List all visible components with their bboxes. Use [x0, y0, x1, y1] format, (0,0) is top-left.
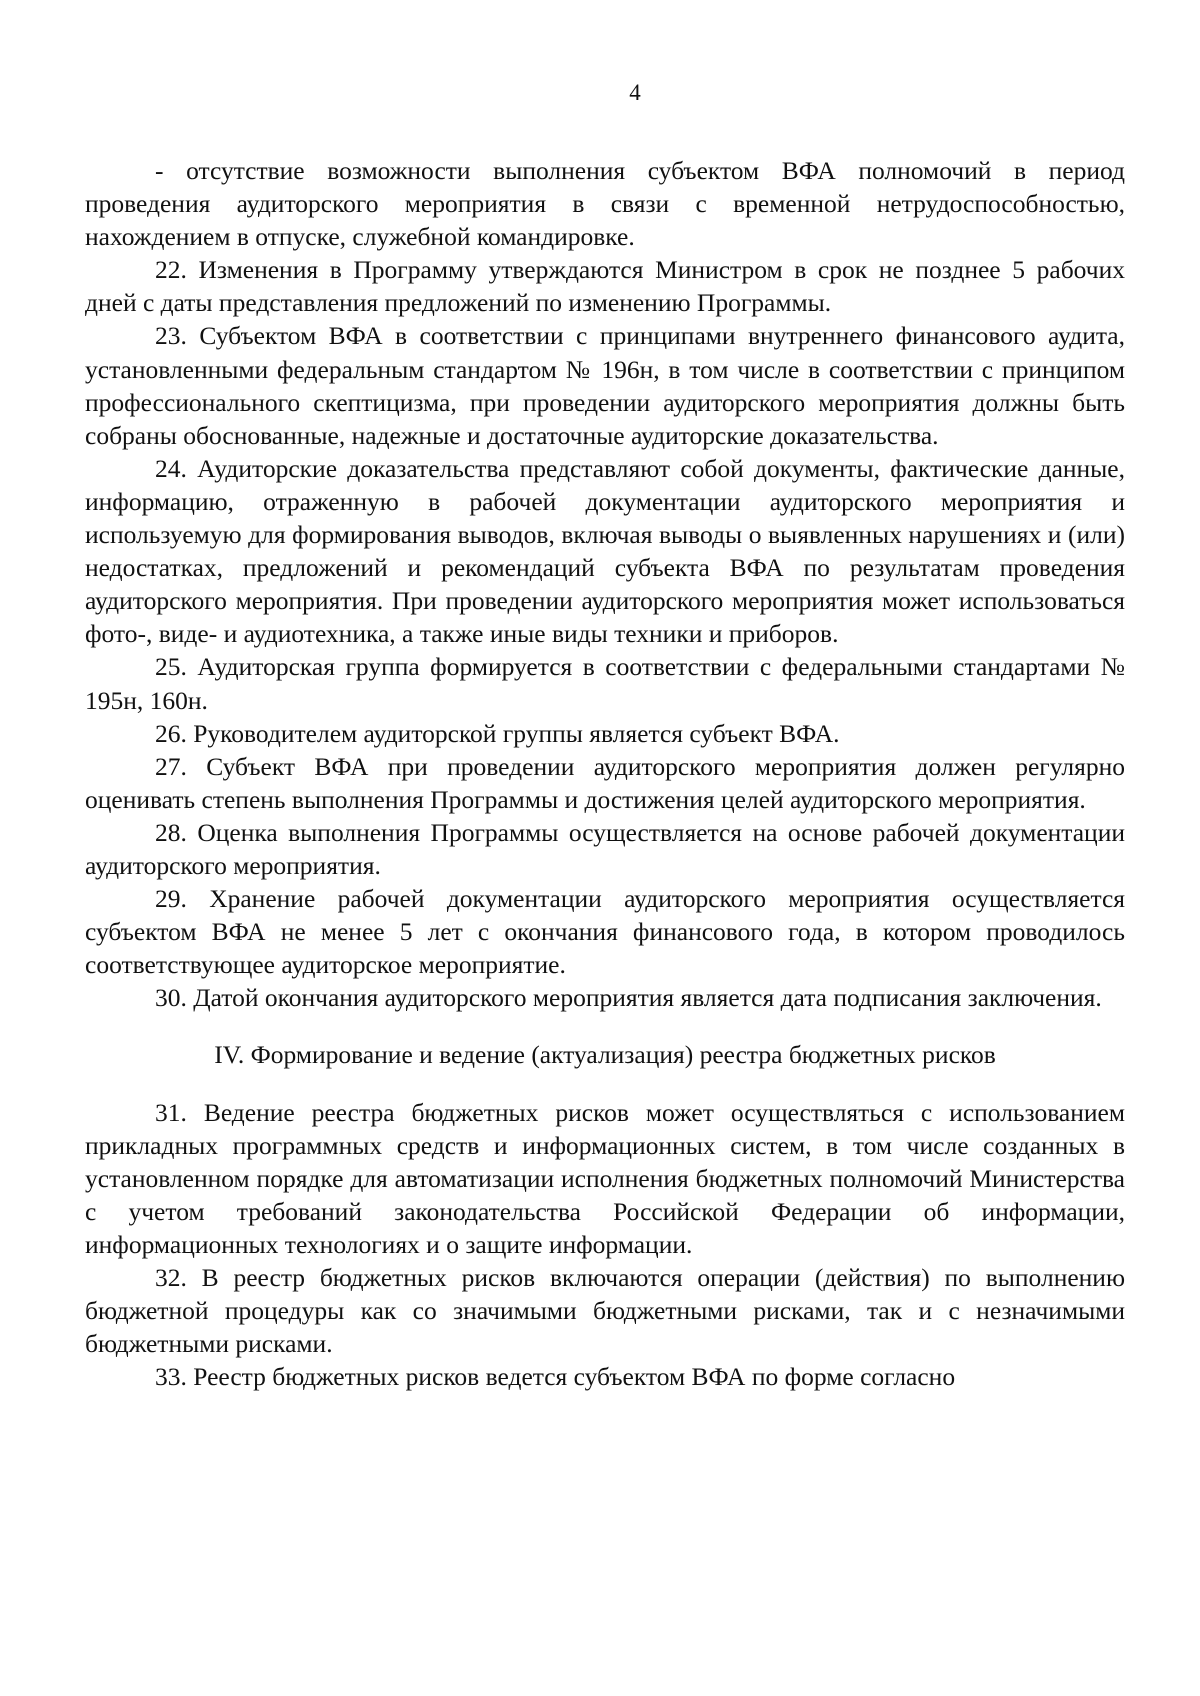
paragraph-32: 32. В реестр бюджетных рисков включаются операции (действия) по выполнению бюджетной процедуры как со значимыми бюджетными рисками, так и с незначимыми бюджетными рисками.: [85, 1263, 1125, 1359]
paragraph-29: 29. Хранение рабочей документации аудиторского мероприятия осуществляется субъектом ВФА не менее 5 лет с окончания финансового года, в котором проводилось соответствующее аудиторское мероприятие.: [85, 884, 1125, 980]
paragraph-27: 27. Субъект ВФА при проведении аудиторского мероприятия должен регулярно оценивать степень выполнения Программы и достижения целей аудиторского мероприятия.: [85, 751, 1125, 814]
paragraph-24: 24. Аудиторские доказательства представляют собой документы, фактические данные, информацию, отраженную в рабочей документации аудиторского мероприятия и используемую для формирования выводов, включая выводы о выявленных нарушениях и (или) недостатках, предложений и рекомендаций субъекта ВФА по результатам проведения аудиторского мероприятия. При проведении аудиторского мероприятия может использоваться фото-, виде- и аудиотехника, а также иные виды техники и приборов.: [85, 453, 1125, 649]
page-number: 4: [629, 80, 641, 105]
paragraph-absence-of-powers: - отсутствие возможности выполнения субъектом ВФА полномочий в период проведения аудиторского мероприятия в связи с временной нетрудоспособностью, нахождением в отпуске, служебной командировке.: [85, 156, 1125, 252]
document-body: [85, 154, 1125, 1393]
paragraph-25: 25. Аудиторская группа формируется в соответствии с федеральными стандартами № 195н, 160н.: [85, 652, 1125, 715]
paragraph-28: 28. Оценка выполнения Программы осуществляется на основе рабочей документации аудиторского мероприятия.: [85, 817, 1125, 880]
section-heading: IV. Формирование и ведение (актуализация) реестра бюджетных рисков: [214, 1040, 996, 1070]
paragraph-26: 26. Руководителем аудиторской группы является субъект ВФА.: [155, 718, 840, 748]
paragraph-31: 31. Ведение реестра бюджетных рисков может осуществляться с использованием прикладных программных средств и информационных систем, в том числе созданных в установленном порядке для автоматизации исполнения бюджетных полномочий Министерства с учетом требований законодательства Российской Федерации об информации, информационных технологиях и о защите информации.: [85, 1097, 1125, 1259]
paragraph-22: 22. Изменения в Программу утверждаются Министром в срок не позднее 5 рабочих дней с даты представления предложений по изменению Программы.: [85, 255, 1125, 318]
paragraph-30: 30. Датой окончания аудиторского мероприятия является дата подписания заключения.: [155, 983, 1102, 1013]
paragraph-23: 23. Субъектом ВФА в соответствии с принципами внутреннего финансового аудита, установленными федеральным стандартом № 196н, в том числе в соответствии с принципом профессионального скептицизма, при проведении аудиторского мероприятия должны быть собраны обоснованные, надежные и достаточные аудиторские доказательства.: [85, 321, 1125, 450]
paragraph-33: 33. Реестр бюджетных рисков ведется субъектом ВФА по форме согласно: [155, 1362, 956, 1392]
